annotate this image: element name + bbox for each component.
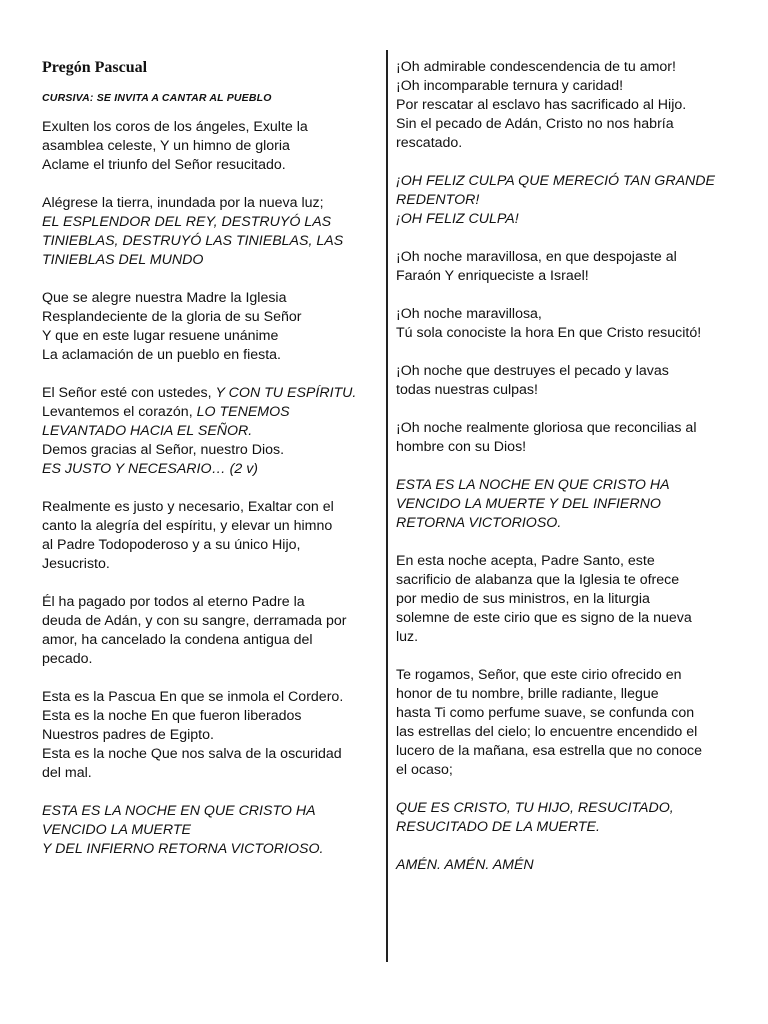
text-line: al Padre Todopoderoso y a su único Hijo, [42,537,301,553]
text-line: Esta es la noche Que nos salva de la oscuridad [42,746,342,762]
text-line: Y DEL INFIERNO RETORNA VICTORIOSO. [42,841,324,857]
paragraph [396,172,736,229]
text-line: La aclamación de un pueblo en fiesta. [42,347,281,363]
text-line: Nuestros padres de Egipto. [42,727,214,743]
text-line [42,403,380,422]
text-line: ¡OH FELIZ CULPA QUE MERECIÓ TAN GRANDE [396,173,715,189]
paragraph [42,194,380,270]
text-line: TINIEBLAS DEL MUNDO [42,252,204,268]
paragraph [42,688,380,783]
text-line: ¡OH FELIZ CULPA! [396,211,519,227]
text-line: AMÉN. AMÉN. AMÉN [396,857,534,873]
text-line: Resplandeciente de la gloria de su Señor [42,309,302,325]
text-line: solemne de este cirio que es signo de la nueva [396,610,692,626]
text-line: por medio de sus ministros, en la liturgia [396,591,650,607]
text-line: todas nuestras culpas! [396,382,538,398]
paragraph [42,384,380,479]
text-line: pecado. [42,651,93,667]
text-line: Alégrese la tierra, inundada por la nueva luz; [42,195,324,211]
paragraph [42,289,380,365]
text-line: deuda de Adán, y con su sangre, derramada por [42,613,347,629]
text-line: hombre con su Dios! [396,439,527,455]
page-title: Pregón Pascual [42,59,148,76]
text-line: ES JUSTO Y NECESARIO… (2 v) [42,461,259,477]
sung-response: Y CON TU ESPÍRITU. [215,385,357,401]
paragraph [42,802,380,859]
paragraph [396,305,736,343]
text-line: canto la alegría del espíritu, y elevar un himno [42,518,333,534]
text-line: hasta Ti como perfume suave, se confunda con [396,705,695,721]
text-segment: El Señor esté con ustedes, [42,385,216,401]
paragraph [396,58,736,153]
text-line: REDENTOR! [396,192,480,208]
text-line: Esta es la noche En que fueron liberados [42,708,302,724]
text-line: TINIEBLAS, DESTRUYÓ LAS TINIEBLAS, LAS [42,233,344,249]
text-line: ¡Oh incomparable ternura y caridad! [396,78,624,94]
text-line: ¡Oh admirable condescendencia de tu amor! [396,59,676,75]
text-line: Faraón Y enriqueciste a Israel! [396,268,589,284]
paragraph [396,552,736,647]
text-line: Te rogamos, Señor, que este cirio ofrecido en [396,667,682,683]
text-line: Él ha pagado por todos al eterno Padre la [42,594,305,610]
text-line: QUE ES CRISTO, TU HIJO, RESUCITADO, [396,800,674,816]
column-divider [386,50,388,962]
text-line: RETORNA VICTORIOSO. [396,515,562,531]
text-line: Que se alegre nuestra Madre la Iglesia [42,290,287,306]
instruction-subtitle: CURSIVA: SE INVITA A CANTAR AL PUEBLO [42,92,272,104]
paragraph [396,476,736,533]
text-line: Sin el pecado de Adán, Cristo no nos habría [396,116,674,132]
text-line: Aclame el triunfo del Señor resucitado. [42,157,286,173]
paragraph [396,362,736,400]
text-line: Exulten los coros de los ángeles, Exulte la [42,119,308,135]
text-line: VENCIDO LA MUERTE [42,822,191,838]
paragraph [396,419,736,457]
text-line: asamblea celeste, Y un himno de gloria [42,138,290,154]
text-line: Esta es la Pascua En que se inmola el Cordero. [42,689,344,705]
text-line: lucero de la mañana, esa estrella que no conoce [396,743,703,759]
sung-response: LO TENEMOS [196,404,290,420]
paragraph [42,593,380,669]
text-line: ESTA ES LA NOCHE EN QUE CRISTO HA [42,803,316,819]
text-line [42,384,380,403]
text-line: luz. [396,629,419,645]
text-line: las estrellas del cielo; lo encuentre encendido el [396,724,698,740]
text-line: Tú sola conociste la hora En que Cristo resucitó! [396,325,702,341]
text-line: ¡Oh noche realmente gloriosa que reconcilias al [396,420,697,436]
text-line: ¡Oh noche que destruyes el pecado y lavas [396,363,669,379]
text-line: honor de tu nombre, brille radiante, llegue [396,686,659,702]
text-line: Jesucristo. [42,556,110,572]
paragraph [42,498,380,574]
left-body [42,118,380,859]
text-line: Y que en este lugar resuene unánime [42,328,279,344]
text-line: En esta noche acepta, Padre Santo, este [396,553,655,569]
paragraph [396,666,736,780]
right-column [396,58,736,894]
text-line: ¡Oh noche maravillosa, en que despojaste al [396,249,677,265]
paragraph [396,856,736,875]
left-column [42,58,380,878]
text-line: sacrificio de alabanza que la Iglesia te ofrece [396,572,680,588]
text-line: LEVANTADO HACIA EL SEÑOR. [42,423,253,439]
text-line: amor, ha cancelado la condena antigua del [42,632,313,648]
text-segment: Levantemos el corazón, [42,404,197,420]
text-line: del mal. [42,765,92,781]
text-line: rescatado. [396,135,463,151]
text-line: el ocaso; [396,762,453,778]
text-line: ¡Oh noche maravillosa, [396,306,542,322]
paragraph [42,118,380,175]
text-line: Realmente es justo y necesario, Exaltar con el [42,499,334,515]
paragraph [396,799,736,837]
right-body [396,58,736,875]
text-line: Por rescatar al esclavo has sacrificado al Hijo. [396,97,687,113]
text-line: Demos gracias al Señor, nuestro Dios. [42,442,285,458]
text-line: VENCIDO LA MUERTE Y DEL INFIERNO [396,496,661,512]
paragraph [396,248,736,286]
text-line: ESTA ES LA NOCHE EN QUE CRISTO HA [396,477,670,493]
text-line: EL ESPLENDOR DEL REY, DESTRUYÓ LAS [42,214,332,230]
text-line: RESUCITADO DE LA MUERTE. [396,819,600,835]
